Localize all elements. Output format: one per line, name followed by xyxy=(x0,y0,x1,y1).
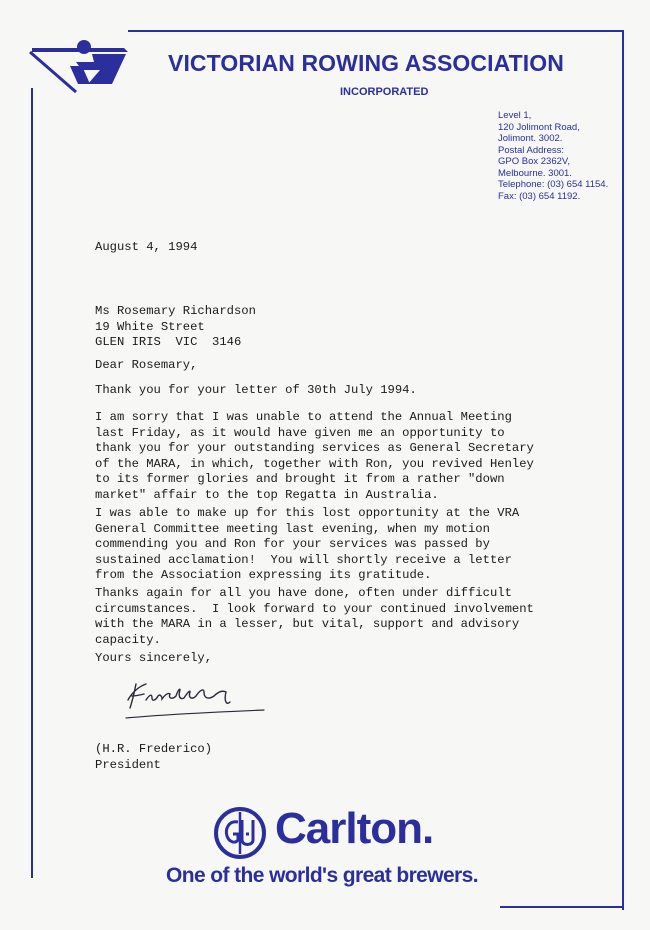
border-left xyxy=(31,88,33,878)
address-line: Fax: (03) 654 1192. xyxy=(498,190,581,202)
carlton-tagline: One of the world's great brewers. xyxy=(166,864,478,887)
paragraph-3: I was able to make up for this lost opportunity at the VRA General Committee meeting last evening, when my motion commending you and Ron for your services was passed by sustained acclamation! You will shortly receive a letter from the Association expressing its gratitude. xyxy=(95,506,520,583)
rower-logo-icon xyxy=(28,34,128,94)
paragraph-1: Thank you for your letter of 30th July 1994. xyxy=(95,383,417,397)
salutation: Dear Rosemary, xyxy=(95,358,198,372)
recipient-address: Ms Rosemary Richardson 19 White Street GLEN IRIS VIC 3146 xyxy=(95,304,256,350)
border-bottom xyxy=(500,906,624,908)
address-line: 120 Jolimont Road, xyxy=(498,121,580,133)
signer-name: (H.R. Frederico) President xyxy=(95,742,213,772)
handwritten-signature-icon xyxy=(118,672,268,722)
organisation-subtitle: INCORPORATED xyxy=(340,86,429,98)
address-line: Melbourne. 3001. xyxy=(498,167,572,179)
address-line: Postal Address: xyxy=(498,144,565,156)
border-top xyxy=(128,30,624,32)
border-right xyxy=(622,30,624,910)
carlton-brand-name: Carlton. xyxy=(275,804,434,853)
address-line: Level 1, xyxy=(498,110,532,121)
carlton-cub-emblem-icon xyxy=(213,806,267,860)
address-line: GPO Box 2362V, xyxy=(498,156,571,167)
letterhead-address xyxy=(498,110,608,202)
address-line: Jolimont. 3002. xyxy=(498,133,563,144)
letter-date: August 4, 1994 xyxy=(95,240,198,254)
paragraph-2: I am sorry that I was unable to attend the Annual Meeting last Friday, as it would have given me an opportunity to thank you for your outstanding services as General Secretary of the MARA, in which, together with Ron, you revived Henley to its former glories and brought it from a rather "down market" affair to the top Regatta in Australia. xyxy=(95,410,534,502)
closing: Yours sincerely, xyxy=(95,651,213,665)
paragraph-4: Thanks again for all you have done, often under difficult circumstances. I look forward to your continued involvement with the MARA in a lesser, but vital, support and advisory capacity. xyxy=(95,586,534,647)
address-line: Telephone: (03) 654 1154. xyxy=(498,179,609,190)
organisation-name: VICTORIAN ROWING ASSOCIATION xyxy=(168,50,564,76)
